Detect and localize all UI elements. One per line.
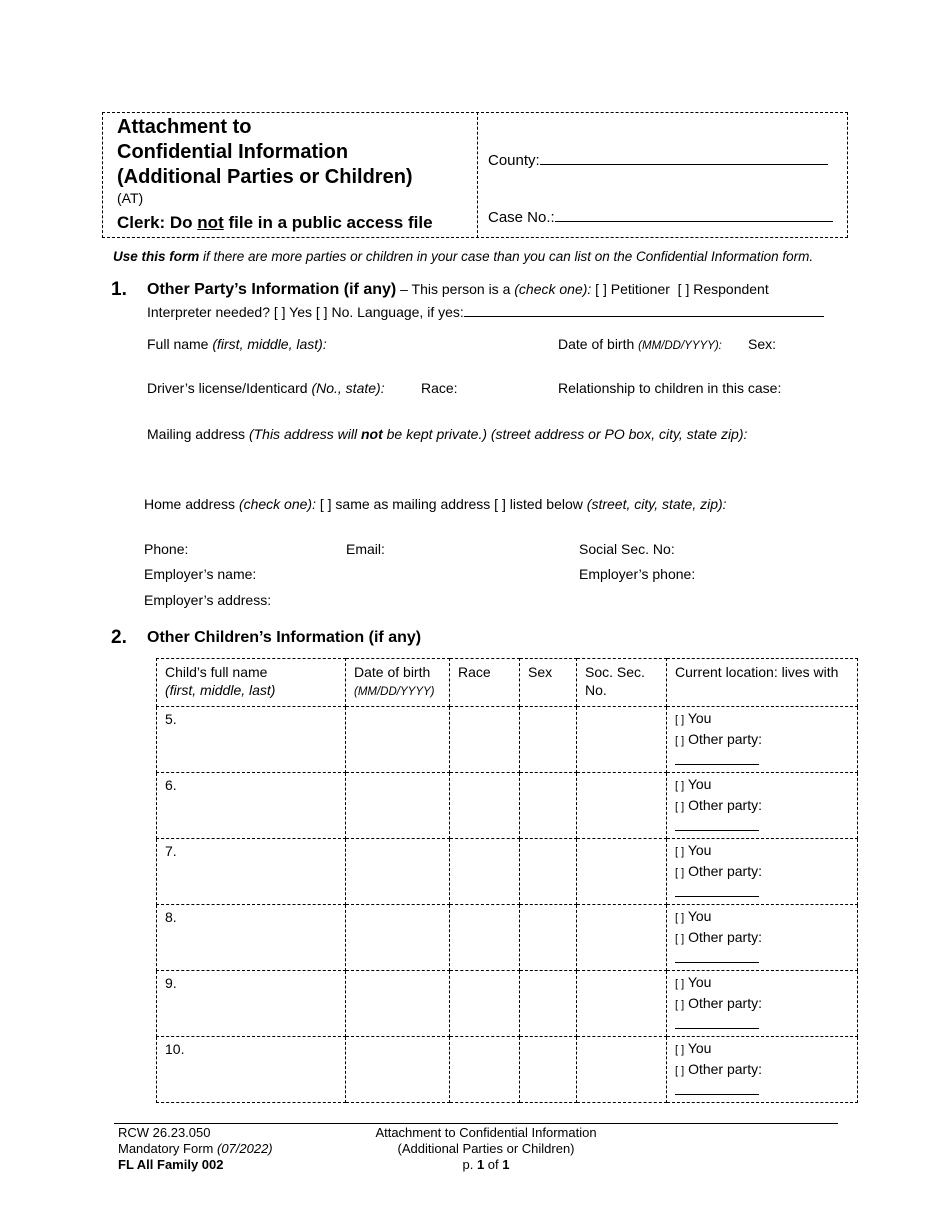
other-party-input[interactable]: [675, 1017, 759, 1029]
sex-label: Sex:: [748, 336, 777, 352]
county-input[interactable]: [540, 151, 828, 165]
child-sex-cell[interactable]: [520, 971, 577, 1037]
you-option[interactable]: [ ] You: [675, 710, 712, 726]
col-child-name: Child’s full name (first, middle, last): [157, 659, 346, 707]
child-ssn-cell[interactable]: [577, 773, 667, 839]
footer-title-line-2: (Additional Parties or Children): [397, 1141, 575, 1156]
child-name-cell[interactable]: 10.: [157, 1037, 346, 1103]
col-race: Race: [450, 659, 520, 707]
child-name-cell[interactable]: 6.: [157, 773, 346, 839]
other-party-option[interactable]: [ ] Other party:: [675, 796, 849, 836]
section-2-title: Other Children’s Information (if any): [147, 629, 422, 646]
you-option[interactable]: [ ] You: [675, 908, 712, 924]
other-party-option[interactable]: [ ] Other party:: [675, 994, 849, 1034]
table-row: [157, 839, 858, 905]
full-name-label: Full name (first, middle, last):: [147, 336, 327, 352]
footer-left: [118, 1125, 273, 1173]
child-name-cell[interactable]: 9.: [157, 971, 346, 1037]
language-input[interactable]: [464, 303, 824, 317]
section-1-number: 1.: [111, 279, 127, 300]
you-option[interactable]: [ ] You: [675, 776, 712, 792]
child-location-cell: [667, 773, 858, 839]
child-ssn-cell[interactable]: [577, 971, 667, 1037]
child-sex-cell[interactable]: [520, 905, 577, 971]
phone-label: Phone:: [144, 541, 189, 557]
child-dob-cell[interactable]: [346, 1037, 450, 1103]
intro-text: Use this form if there are more parties or children in your case than you can list on the Confidential Information form.: [113, 249, 814, 264]
you-option[interactable]: [ ] You: [675, 974, 712, 990]
ssn-label: Social Sec. No:: [579, 541, 675, 557]
child-race-cell[interactable]: [450, 905, 520, 971]
form-title-line-3: (Additional Parties or Children): [117, 166, 413, 188]
footer-page-number: p. 1 of 1: [462, 1157, 510, 1172]
child-race-cell[interactable]: [450, 707, 520, 773]
child-dob-cell[interactable]: [346, 905, 450, 971]
table-row: [157, 773, 858, 839]
footer-form-id: FL All Family 002: [118, 1157, 224, 1172]
child-race-cell[interactable]: [450, 971, 520, 1037]
child-race-cell[interactable]: [450, 1037, 520, 1103]
footer-mandatory: Mandatory Form (07/2022): [118, 1141, 273, 1156]
child-dob-cell[interactable]: [346, 971, 450, 1037]
child-dob-cell[interactable]: [346, 773, 450, 839]
col-dob: Date of birth (MM/DD/YYYY): [346, 659, 450, 707]
other-party-option[interactable]: [ ] Other party:: [675, 928, 849, 968]
email-label: Email:: [346, 541, 385, 557]
child-name-cell[interactable]: 7.: [157, 839, 346, 905]
other-party-option[interactable]: [ ] Other party:: [675, 862, 849, 902]
county-label: County:: [488, 152, 540, 169]
employer-address-label: Employer’s address:: [144, 592, 272, 608]
form-title-line-1: Attachment to: [117, 116, 252, 138]
child-sex-cell[interactable]: [520, 839, 577, 905]
table-row: [157, 905, 858, 971]
footer-rcw: RCW 26.23.050: [118, 1125, 211, 1140]
relationship-label: Relationship to children in this case:: [558, 380, 782, 396]
child-location-cell: [667, 971, 858, 1037]
child-location-cell: [667, 839, 858, 905]
respondent-checkbox[interactable]: [ ] Respondent: [677, 281, 769, 297]
employer-name-label: Employer’s name:: [144, 566, 257, 582]
other-party-option[interactable]: [ ] Other party:: [675, 1060, 849, 1100]
other-party-option[interactable]: [ ] Other party:: [675, 730, 849, 770]
child-location-cell: [667, 707, 858, 773]
section-1-heading: Other Party’s Information (if any) – This person is a (check one): [ ] Petitioner [ ] Respondent: [147, 281, 769, 298]
mailing-address-label: Mailing address (This address will not be kept private.) (street address or PO box, city, state zip):: [147, 426, 748, 442]
other-party-input[interactable]: [675, 819, 759, 831]
form-title: [117, 115, 413, 190]
form-code: (AT): [117, 190, 144, 206]
child-race-cell[interactable]: [450, 773, 520, 839]
other-party-input[interactable]: [675, 1083, 759, 1095]
child-location-cell: [667, 1037, 858, 1103]
child-race-cell[interactable]: [450, 839, 520, 905]
child-ssn-cell[interactable]: [577, 707, 667, 773]
form-title-line-2: Confidential Information: [117, 141, 349, 163]
footer-rule: [114, 1123, 838, 1124]
table-header-row: [157, 659, 858, 707]
footer-center: [340, 1125, 632, 1173]
child-dob-cell[interactable]: [346, 707, 450, 773]
clerk-notice: Clerk: Do not file in a public access file: [117, 213, 433, 232]
you-option[interactable]: [ ] You: [675, 842, 712, 858]
child-location-cell: [667, 905, 858, 971]
child-ssn-cell[interactable]: [577, 905, 667, 971]
col-location: Current location: lives with: [667, 659, 858, 707]
dob-label: Date of birth (MM/DD/YYYY):: [558, 336, 722, 352]
col-sex: Sex: [520, 659, 577, 707]
race-label: Race:: [421, 380, 458, 396]
case-number-field: [488, 208, 833, 226]
child-dob-cell[interactable]: [346, 839, 450, 905]
home-address-label: Home address (check one): [ ] same as mailing address [ ] listed below (street, city, state, zip):: [144, 496, 727, 512]
employer-phone-label: Employer’s phone:: [579, 566, 696, 582]
child-name-cell[interactable]: 8.: [157, 905, 346, 971]
col-ssn: Soc. Sec. No.: [577, 659, 667, 707]
license-label: Driver’s license/Identicard (No., state):: [147, 380, 385, 396]
child-ssn-cell[interactable]: [577, 1037, 667, 1103]
child-name-cell[interactable]: 5.: [157, 707, 346, 773]
footer-title-line-1: Attachment to Confidential Information: [375, 1125, 597, 1140]
other-party-input[interactable]: [675, 753, 759, 765]
case-number-label: Case No.:: [488, 209, 555, 226]
table-row: [157, 971, 858, 1037]
caption-divider: [477, 112, 478, 238]
child-sex-cell[interactable]: [520, 1037, 577, 1103]
table-row: [157, 707, 858, 773]
case-number-input[interactable]: [555, 208, 833, 222]
county-field: [488, 151, 828, 169]
section-2-number: 2.: [111, 627, 127, 648]
table-row: [157, 1037, 858, 1103]
you-option[interactable]: [ ] You: [675, 1040, 712, 1056]
child-sex-cell[interactable]: [520, 773, 577, 839]
interpreter-line: Interpreter needed? [ ] Yes [ ] No. Language, if yes:: [147, 303, 824, 320]
petitioner-checkbox[interactable]: [ ] Petitioner: [591, 281, 670, 297]
child-ssn-cell[interactable]: [577, 839, 667, 905]
children-table: [156, 658, 858, 1103]
child-sex-cell[interactable]: [520, 707, 577, 773]
home-address-checkboxes[interactable]: [ ] same as mailing address [ ] listed below: [315, 496, 587, 512]
other-party-input[interactable]: [675, 885, 759, 897]
other-party-input[interactable]: [675, 951, 759, 963]
